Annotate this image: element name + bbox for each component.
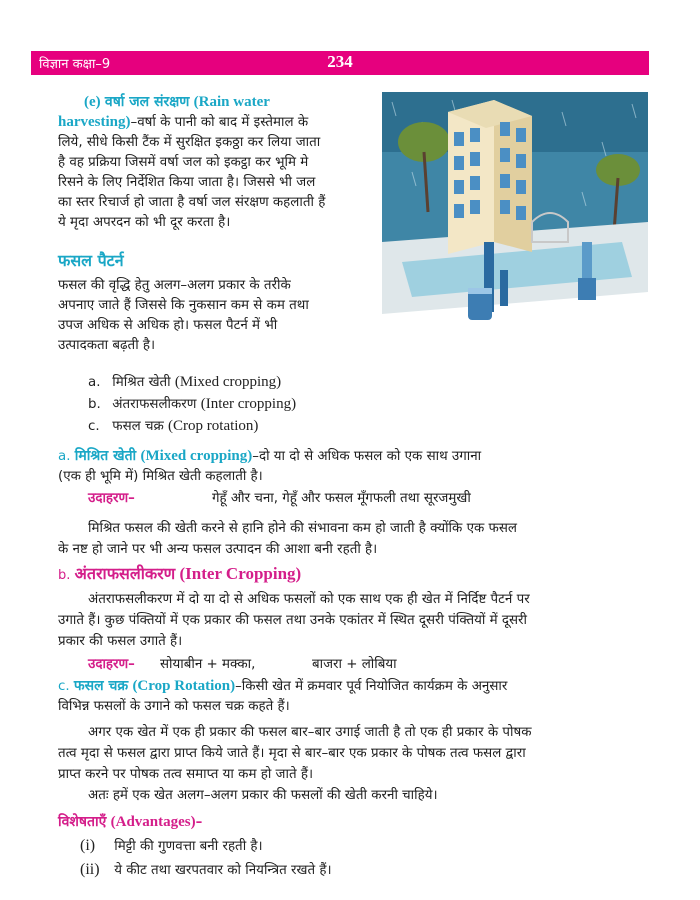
inter-cropping-heading: b. अंतराफसलीकरण (Inter Cropping) bbox=[58, 564, 302, 583]
rain-harvesting-building-illustration bbox=[382, 92, 648, 324]
mixed-para-line: के नष्ट हो जाने पर भी अन्य फसल उत्पादन की आशा बनी रहती है। bbox=[58, 542, 378, 557]
rain-label: (e) bbox=[84, 94, 101, 110]
page-number: 234 bbox=[327, 52, 353, 71]
inter-example-1: सोयाबीन + मक्का, bbox=[160, 657, 256, 672]
list-item-rotation: c. फसल चक्र (Crop rotation) bbox=[88, 418, 259, 434]
rotation-para-line: प्राप्त करने पर पोषक तत्व समाप्त या कम हो जाते हैं। bbox=[58, 767, 314, 782]
pattern-line: उपज अधिक से अधिक हो। फसल पैटर्न में भी bbox=[58, 318, 278, 333]
pattern-line: फसल की वृद्धि हेतु अलग–अलग प्रकार के तरीके bbox=[58, 278, 291, 293]
header-subject: विज्ञान कक्षा–9 bbox=[39, 57, 111, 72]
rain-line: है वह प्रक्रिया जिसमें वर्षा जल को इकट्ठा कर भूमि मे bbox=[58, 155, 309, 170]
rain-title-en-2: harvesting) bbox=[58, 114, 131, 130]
crop-pattern-body bbox=[58, 276, 376, 356]
inter-line: अंतराफसलीकरण में दो या दो से अधिक फसलों को एक साथ एक ही खेत में निर्दिष्ट पैटर्न पर bbox=[88, 592, 530, 607]
inter-line: उगाते हैं। कुछ पंक्तियों में एक प्रकार की फसल तथा उनके एकांतर में स्थित दूसरी पंक्तियों में दूसरी bbox=[58, 613, 527, 628]
rain-line: ये मृदा अपरदन को भी दूर करता है। bbox=[58, 215, 231, 230]
pattern-line: उत्पादकता बढ़ती है। bbox=[58, 338, 156, 353]
advantage-item: (ii) ये कीट तथा खरपतवार को नियन्त्रित रखते हैं। bbox=[80, 861, 332, 878]
mixed-example-text: गेहूँ और चना, गेहूँ और फसल मूँगफली तथा सूरजमुखी bbox=[212, 491, 471, 506]
mixed-example-label: उदाहरण– bbox=[88, 491, 135, 506]
pattern-line: अपनाए जाते हैं जिससे कि नुकसान कम से कम तथा bbox=[58, 298, 309, 313]
inter-example-2: बाजरा + लोबिया bbox=[312, 657, 397, 672]
inter-example-label: उदाहरण– bbox=[88, 657, 135, 672]
crop-rotation-heading-line: c. फसल चक्र (Crop Rotation)–किसी खेत में क्रमवार पूर्व नियोजित कार्यक्रम के अनुसार bbox=[58, 678, 508, 694]
list-item-mixed: a. मिश्रित खेती (Mixed cropping) bbox=[88, 374, 282, 390]
page-header bbox=[31, 51, 649, 75]
rain-harvesting-section bbox=[84, 92, 376, 113]
inter-line: प्रकार की फसल उगाते हैं। bbox=[58, 634, 183, 649]
rain-line: का स्तर रिचार्ज हो जाता है वर्षा जल संरक्षण कहलाती हैं bbox=[58, 195, 326, 210]
rain-line: रिसने के लिए निर्देशित किया जाता है। जिससे भी जल bbox=[58, 175, 316, 190]
rain-title-en: (Rain water bbox=[193, 94, 270, 110]
rotation-para-line: अतः हमें एक खेत अलग–अलग प्रकार की फसलों की खेती करनी चाहिये। bbox=[88, 788, 438, 803]
crop-pattern-heading: फसल पैटर्न bbox=[58, 251, 124, 270]
rain-harvesting-body bbox=[58, 112, 376, 233]
list-item-inter: b. अंतराफसलीकरण (Inter cropping) bbox=[88, 396, 297, 412]
rain-line: लिये, सीधे किसी टैंक में सुरक्षित इकठ्ठा कर लिया जाता bbox=[58, 135, 321, 150]
rain-line-1: –वर्षा के पानी को बाद में इस्तेमाल के bbox=[130, 115, 309, 130]
advantages-heading: विशेषताएँ (Advantages)– bbox=[58, 814, 203, 830]
mixed-cropping-heading-line: a. मिश्रित खेती (Mixed cropping)–दो या दो से अधिक फसल को एक साथ उगाना bbox=[58, 448, 482, 464]
advantage-item: (i) मिट्टी की गुणवत्ता बनी रहती है। bbox=[80, 837, 263, 854]
rotation-para-line: अगर एक खेत में एक ही प्रकार की फसल बार–बार उगाई जाती है तो एक ही प्रकार के पोषक bbox=[88, 725, 532, 740]
rain-title: वर्षा जल संरक्षण bbox=[104, 94, 190, 110]
rotation-line-2: विभिन्न फसलों के उगाने को फसल चक्र कहते हैं। bbox=[58, 699, 290, 714]
mixed-line-2: (एक ही भूमि में) मिश्रित खेती कहलाती है। bbox=[58, 469, 263, 484]
rotation-para-line: तत्व मृदा से फसल द्वारा प्राप्त किये जाते हैं। मृदा से बार–बार एक प्रकार के पोषक तत्व फसल द्वारा bbox=[58, 746, 526, 761]
mixed-para-line: मिश्रित फसल की खेती करने से हानि होने की संभावना कम हो जाती है क्योंकि एक फसल bbox=[88, 521, 517, 536]
